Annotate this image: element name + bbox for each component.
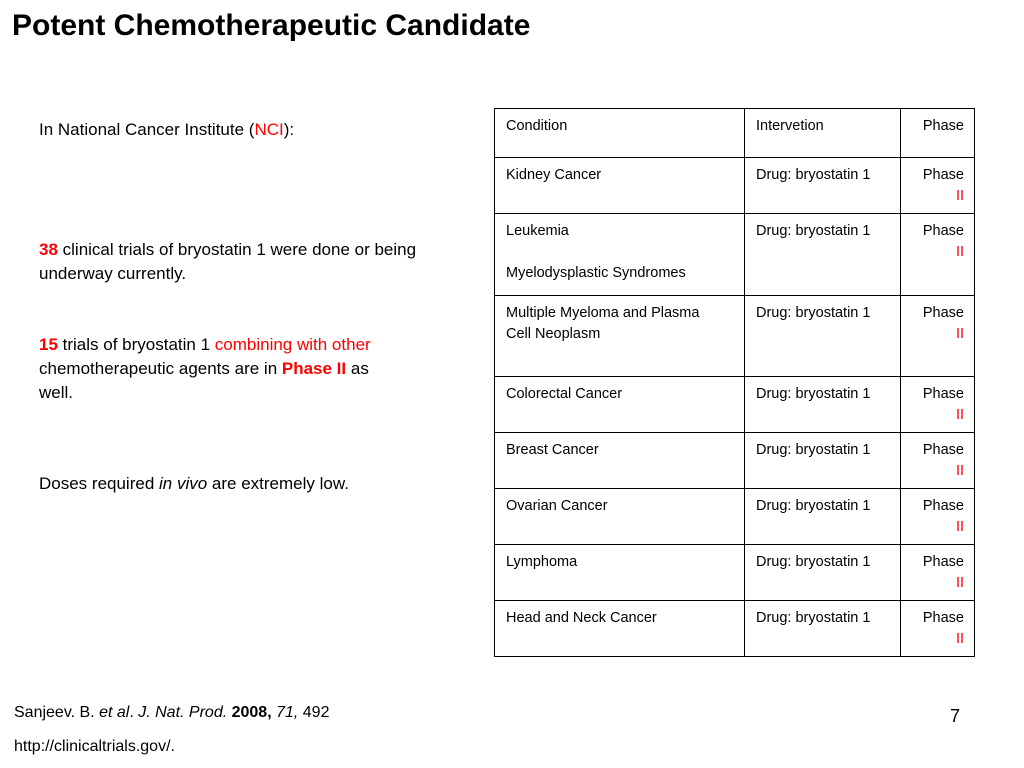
phase-cell: Phase II bbox=[901, 214, 975, 296]
intervention-cell: Drug: bryostatin 1 bbox=[745, 377, 901, 433]
condition-cell: Leukemia Myelodysplastic Syndromes bbox=[495, 214, 745, 296]
table-row bbox=[495, 433, 975, 489]
condition-cell: Head and Neck Cancer bbox=[495, 601, 745, 657]
intervention-cell: Drug: bryostatin 1 bbox=[745, 433, 901, 489]
clinical-trials-table bbox=[494, 108, 975, 657]
trials-count: 38 bbox=[39, 240, 58, 259]
intervention-cell: Drug: bryostatin 1 bbox=[745, 545, 901, 601]
phase-cell: Phase II bbox=[901, 158, 975, 214]
header-condition: Condition bbox=[495, 109, 745, 158]
combo-count: 15 bbox=[39, 335, 58, 354]
condition-cell: Colorectal Cancer bbox=[495, 377, 745, 433]
combo-highlight: combining with other bbox=[214, 335, 371, 354]
table-row bbox=[495, 601, 975, 657]
condition-cell: Kidney Cancer bbox=[495, 158, 745, 214]
table-row bbox=[495, 545, 975, 601]
phase-cell: Phase II bbox=[901, 601, 975, 657]
header-phase: Phase bbox=[901, 109, 975, 158]
combination-statement: 15 trials of bryostatin 1 combining with other chemotherapeutic agents are in Phase II as well. bbox=[39, 335, 381, 402]
table-row bbox=[495, 489, 975, 545]
phase-cell: Phase II bbox=[901, 296, 975, 377]
table-row bbox=[495, 296, 975, 377]
intervention-cell: Drug: bryostatin 1 bbox=[745, 158, 901, 214]
table-row bbox=[495, 158, 975, 214]
table-header-row bbox=[495, 109, 975, 158]
phase-cell: Phase II bbox=[901, 545, 975, 601]
combo-phase: Phase II bbox=[281, 359, 347, 378]
phase-cell: Phase II bbox=[901, 433, 975, 489]
nci-intro: In National Cancer Institute (NCI): bbox=[39, 120, 295, 139]
nci-abbrev: NCI bbox=[254, 120, 284, 139]
header-intervention: Intervetion bbox=[745, 109, 901, 158]
doses-statement: Doses required in vivo are extremely low. bbox=[39, 474, 349, 493]
condition-cell: Multiple Myeloma and Plasma Cell Neoplasm bbox=[495, 296, 745, 377]
source-url: http://clinicaltrials.gov/. bbox=[14, 738, 175, 755]
table-row bbox=[495, 377, 975, 433]
intervention-cell: Drug: bryostatin 1 bbox=[745, 489, 901, 545]
phase-cell: Phase II bbox=[901, 489, 975, 545]
phase-cell: Phase II bbox=[901, 377, 975, 433]
intervention-cell: Drug: bryostatin 1 bbox=[745, 601, 901, 657]
condition-cell: Breast Cancer bbox=[495, 433, 745, 489]
trials-count-statement: 38 clinical trials of bryostatin 1 were done or being underway currently. bbox=[39, 240, 417, 283]
intervention-cell: Drug: bryostatin 1 bbox=[745, 296, 901, 377]
intervention-cell: Drug: bryostatin 1 bbox=[745, 214, 901, 296]
citation: Sanjeev. B. et al. J. Nat. Prod. 2008, 71, 492 bbox=[14, 704, 330, 721]
table-row bbox=[495, 214, 975, 296]
condition-cell: Ovarian Cancer bbox=[495, 489, 745, 545]
page-number: 7 bbox=[950, 706, 961, 726]
slide-title: Potent Chemotherapeutic Candidate bbox=[12, 9, 531, 42]
condition-cell: Lymphoma bbox=[495, 545, 745, 601]
